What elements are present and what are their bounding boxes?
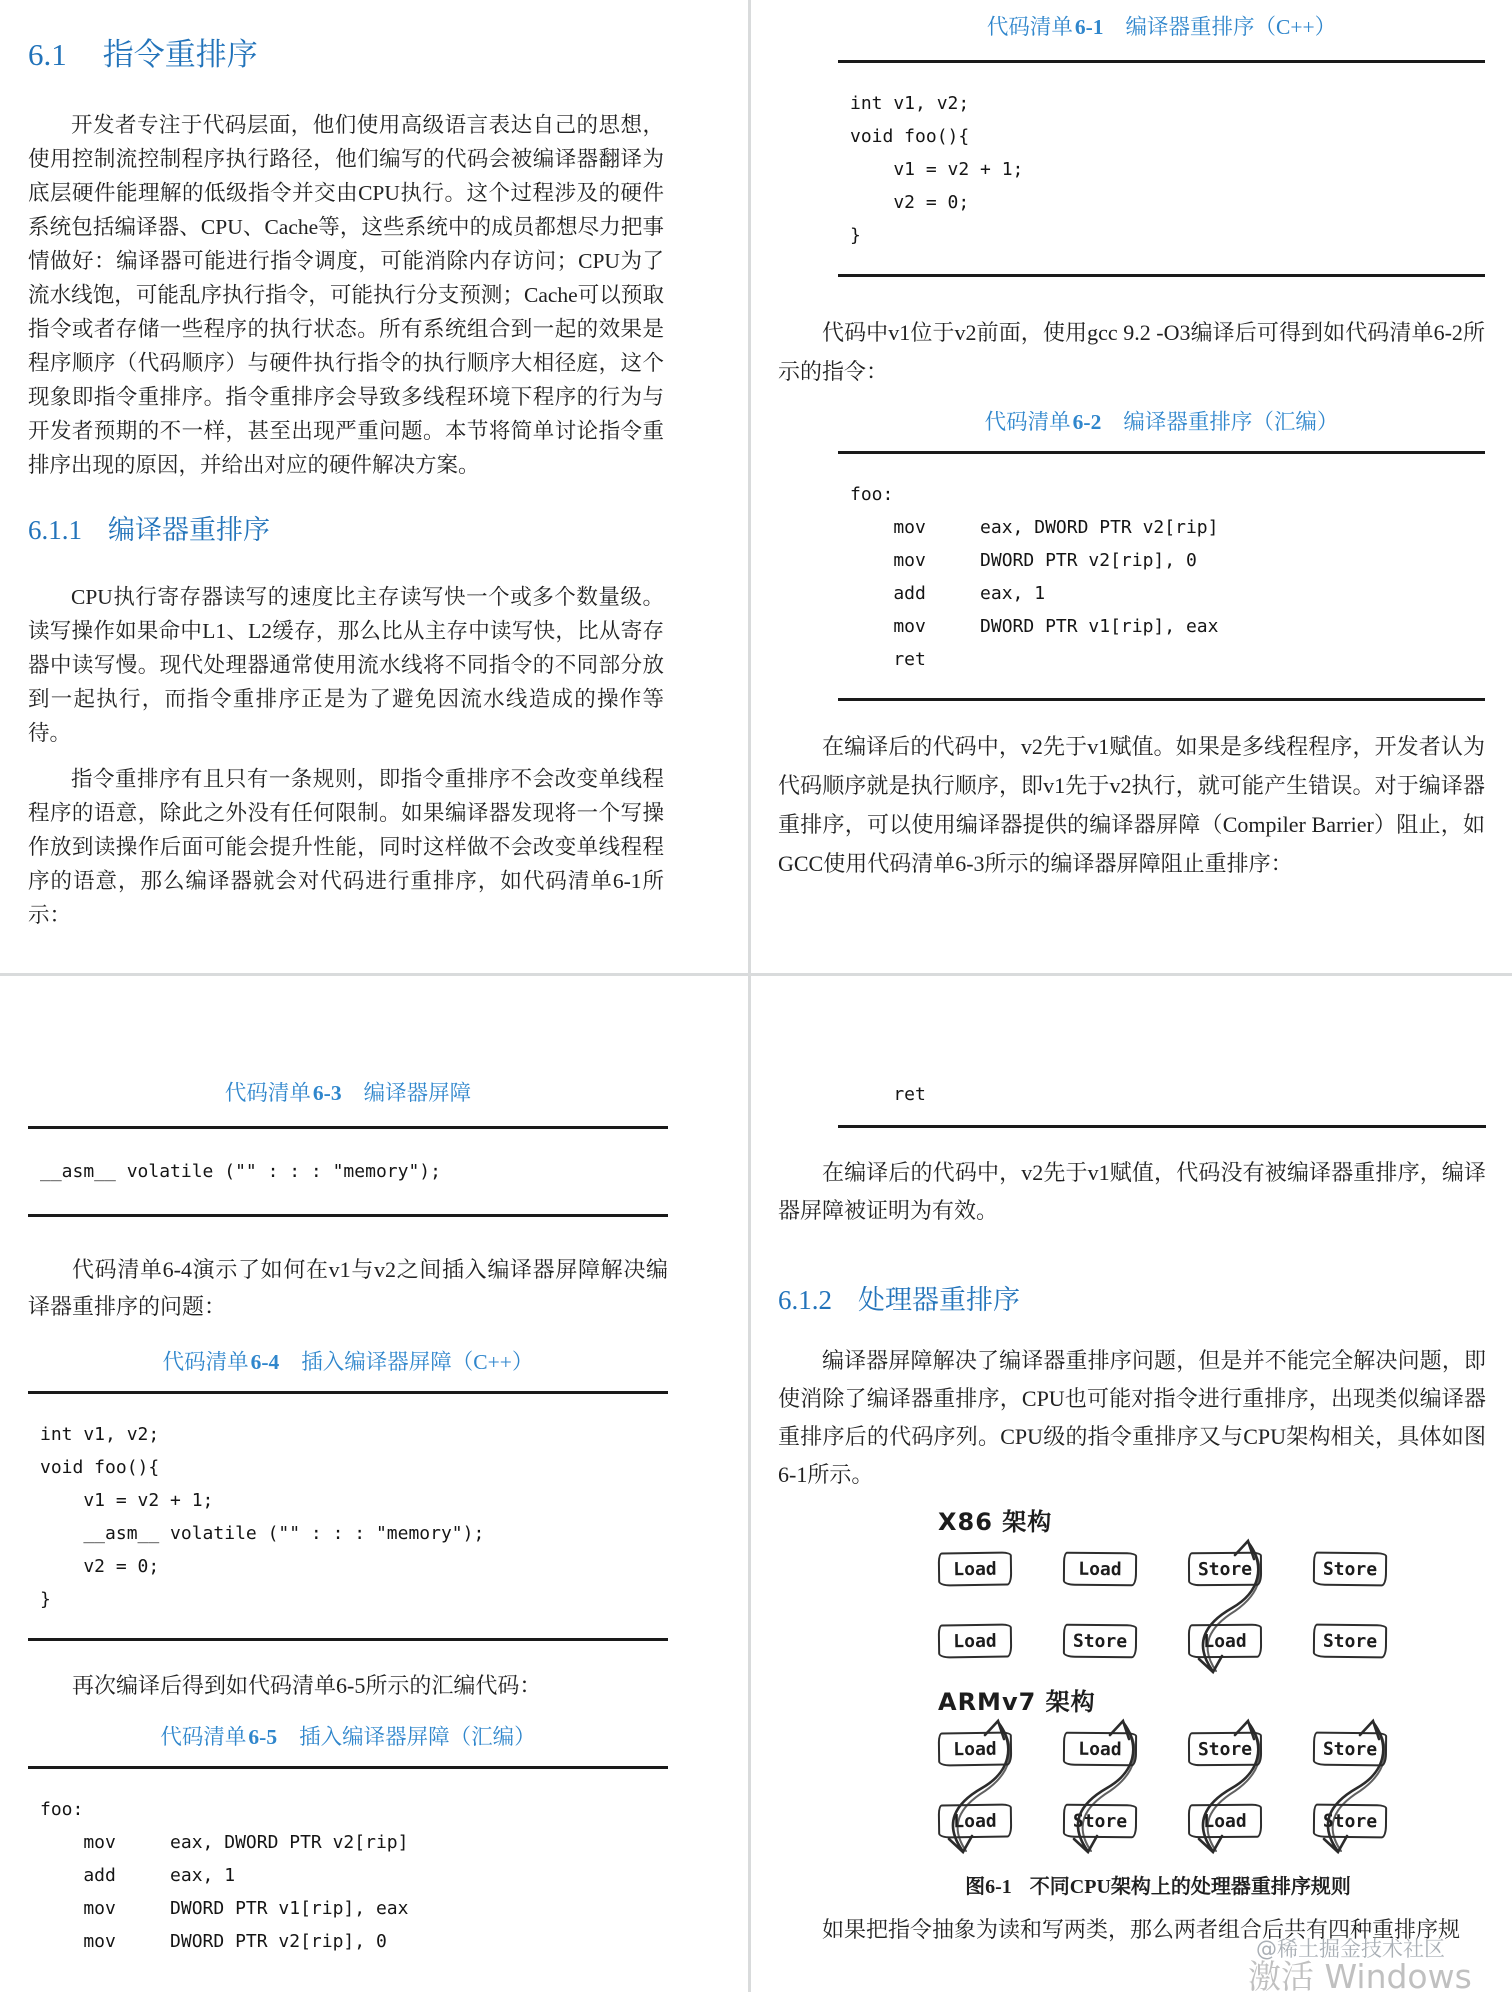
page-bottom-right <box>778 1078 1486 1949</box>
code-line: v2 = 0; <box>40 1556 160 1577</box>
community-watermark: @稀土掘金技术社区 <box>1256 1937 1445 1961</box>
x86-arch-label: X86 架构 <box>938 1508 1053 1536</box>
paragraph: 开发者专注于代码层面，他们使用高级语言表达自己的思想，使用控制流控制程序执行路径，他们编写的代码会被编译器翻译为底层硬件能理解的低级指令并交由CPU执行。这个过程涉及的硬件系统包括编译器、CPU、Cache等，这些系统中的成员都想尽力把事情做好：编译器可能进行指令调度，可能消除内存访问；CPU为了流水线饱，可能乱序执行指令，可能执行分支预测；Cache可以预取指令或者存储一些程序的执行状态。所有系统组合到一起的效果是程序顺序（代码顺序）与硬件执行指令的执行顺序大相径庭，这个现象即指令重排序。指令重排序会导致多线程环境下程序的行为与开发者预期的不一样，甚至出现严重问题。本节将简单讨论指令重排序出现的原因，并给出对应的硬件解决方案。 <box>28 113 664 477</box>
instruction-box: Store <box>1313 1732 1387 1767</box>
code-line: int v1, v2; <box>850 93 970 114</box>
listing-title: 编译器屏障 <box>363 1081 472 1105</box>
listing-caption-6-1 <box>838 12 1485 42</box>
code-line: mov DWORD PTR v1[rip], eax <box>850 616 1219 637</box>
code-line: foo: <box>850 484 894 505</box>
section-heading-6-1 <box>28 34 664 76</box>
page-top-left <box>28 34 664 932</box>
code-listing-6-3 <box>28 1126 668 1217</box>
subsection-title: 处理器重排序 <box>858 1285 1020 1315</box>
listing-title: 插入编译器屏障（汇编） <box>299 1725 536 1749</box>
armv7-arch-label: ARMv7 架构 <box>938 1688 1096 1716</box>
listing-number: 6-4 <box>250 1350 280 1374</box>
armv7-row-top <box>938 1732 1390 1766</box>
code-line: add eax, 1 <box>850 583 1046 604</box>
code-line: v1 = v2 + 1; <box>40 1490 214 1511</box>
code-line: mov eax, DWORD PTR v2[rip] <box>40 1832 409 1853</box>
x86-row-bottom <box>938 1624 1390 1658</box>
instruction-box: Store <box>1313 1624 1387 1659</box>
figure-6-1 <box>938 1508 1390 1838</box>
listing-label: 代码清单 <box>224 1081 311 1105</box>
figure-caption <box>868 1870 1448 1899</box>
instruction-box: Load <box>938 1623 1012 1658</box>
x86-row-top <box>938 1552 1390 1586</box>
paragraph: 再次编译后得到如代码清单6-5所示的汇编代码： <box>72 1673 542 1698</box>
paragraph: 指令重排序有且只有一条规则，即指令重排序不会改变单线程程序的语意，除此之外没有任何限制。如果编译器发现将一个写操作放到读操作后面可能会提升性能，同时这样做不会改变单线程程序的语意，那么编译器就会对代码进行重排序，如代码清单6-1所示： <box>28 767 664 927</box>
code-line: ret <box>850 649 926 670</box>
section-title: 指令重排序 <box>102 37 258 72</box>
instruction-box: Load <box>1188 1624 1262 1659</box>
subsection-heading-6-1-1 <box>28 512 664 548</box>
code-line: v1 = v2 + 1; <box>850 159 1024 180</box>
instruction-box: Load <box>1063 1552 1137 1587</box>
paragraph: 代码中v1位于v2前面，使用gcc 9.2 -O3编译后可得到如代码清单6-2所示的指令： <box>778 320 1485 384</box>
instruction-box: Store <box>1063 1624 1137 1659</box>
figure-number: 图6-1 <box>965 1876 1012 1898</box>
subsection-title: 编译器重排序 <box>108 515 270 545</box>
listing-label: 代码清单 <box>986 15 1073 39</box>
figure-title: 不同CPU架构上的处理器重排序规则 <box>1029 1876 1351 1898</box>
code-line: mov DWORD PTR v1[rip], eax <box>40 1898 409 1919</box>
armv7-diagram <box>938 1732 1390 1838</box>
code-line: __asm__ volatile ("" : : : "memory"); <box>40 1161 441 1182</box>
listing-label: 代码清单 <box>160 1725 247 1749</box>
listing-caption-6-2 <box>838 407 1485 437</box>
page-bottom-left <box>28 1078 668 1958</box>
instruction-box: Load <box>938 1551 1012 1586</box>
code-listing-end-rule <box>838 1125 1486 1128</box>
code-line: add eax, 1 <box>40 1865 236 1886</box>
code-line: ret <box>850 1084 926 1105</box>
listing-title: 编译器重排序（汇编） <box>1123 410 1339 434</box>
subsection-heading-6-1-2 <box>778 1282 1486 1318</box>
paragraph: CPU执行寄存器读写的速度比主存读写快一个或多个数量级。读写操作如果命中L1、L2缓存，那么比从主存中读写快，比从寄存器中读写慢。现代处理器通常使用流水线将不同指令的不同部分放到一起执行，而指令重排序正是为了避免因流水线造成的操作等待。 <box>28 585 664 745</box>
code-line: } <box>40 1589 51 1610</box>
paragraph: 编译器屏障解决了编译器重排序问题，但是并不能完全解决问题，即使消除了编译器重排序，CPU也可能对指令进行重排序，出现类似编译器重排序后的代码序列。CPU级的指令重排序又与CPU架构相关，具体如图6-1所示。 <box>778 1348 1486 1487</box>
code-line: mov eax, DWORD PTR v2[rip] <box>850 517 1219 538</box>
subsection-number: 6.1.2 <box>778 1285 832 1315</box>
paragraph: 在编译后的代码中，v2先于v1赋值。如果是多线程程序，开发者认为代码顺序就是执行顺序，即v1先于v2执行，就可能产生错误。对于编译器重排序，可以使用编译器提供的编译器屏障（Compiler Barrier）阻止，如GCC使用代码清单6-3所示的编译器屏障阻止重排序： <box>778 734 1485 876</box>
page-top-right <box>778 12 1485 883</box>
page-divider-horizontal <box>0 973 1512 976</box>
activate-windows-watermark: 激活 Windows <box>1248 1957 1472 1992</box>
listing-label: 代码清单 <box>162 1350 249 1374</box>
subsection-number: 6.1.1 <box>28 515 82 545</box>
code-listing-6-5-continuation <box>838 1078 1486 1111</box>
code-line: __asm__ volatile ("" : : : "memory"); <box>40 1523 485 1544</box>
code-listing-6-5 <box>28 1766 668 1958</box>
page-divider-vertical <box>748 0 751 1992</box>
instruction-box: Load <box>1188 1804 1262 1839</box>
listing-number: 6-3 <box>312 1081 342 1105</box>
code-line: v2 = 0; <box>850 192 970 213</box>
paragraph: 如果把指令抽象为读和写两类，那么两者组合后共有四种重排序规 <box>822 1917 1461 1942</box>
code-listing-6-2 <box>838 451 1485 701</box>
listing-title: 编译器重排序（C++） <box>1125 15 1337 39</box>
instruction-box: Store <box>1188 1552 1262 1587</box>
listing-number: 6-5 <box>248 1725 278 1749</box>
code-line: mov DWORD PTR v2[rip], 0 <box>40 1931 387 1952</box>
code-listing-6-1 <box>838 60 1485 277</box>
code-line: int v1, v2; <box>40 1424 160 1445</box>
listing-number: 6-2 <box>1072 410 1102 434</box>
listing-title: 插入编译器屏障（C++） <box>301 1350 534 1374</box>
instruction-box: Load <box>938 1731 1012 1766</box>
section-number: 6.1 <box>28 37 67 72</box>
x86-diagram <box>938 1552 1390 1658</box>
instruction-box: Load <box>1063 1732 1137 1767</box>
instruction-box: Store <box>1063 1804 1137 1839</box>
listing-caption-6-3 <box>28 1078 668 1108</box>
instruction-box: Store <box>1313 1552 1387 1587</box>
instruction-box: Store <box>1188 1732 1262 1767</box>
listing-caption-6-4 <box>28 1347 668 1377</box>
code-line: mov DWORD PTR v2[rip], 0 <box>850 550 1197 571</box>
instruction-box: Load <box>938 1803 1012 1838</box>
listing-caption-6-5 <box>28 1722 668 1752</box>
paragraph: 在编译后的代码中，v2先于v1赋值，代码没有被编译器重排序，编译器屏障被证明为有效。 <box>778 1160 1486 1223</box>
paragraph: 代码清单6-4演示了如何在v1与v2之间插入编译器屏障解决编译器重排序的问题： <box>28 1257 668 1319</box>
code-line: foo: <box>40 1799 84 1820</box>
listing-label: 代码清单 <box>984 410 1071 434</box>
code-listing-6-4 <box>28 1391 668 1641</box>
code-line: } <box>850 225 861 246</box>
code-line: void foo(){ <box>850 126 970 147</box>
armv7-row-bottom <box>938 1804 1390 1838</box>
code-line: void foo(){ <box>40 1457 160 1478</box>
listing-number: 6-1 <box>1074 15 1104 39</box>
instruction-box: Store <box>1313 1804 1387 1839</box>
